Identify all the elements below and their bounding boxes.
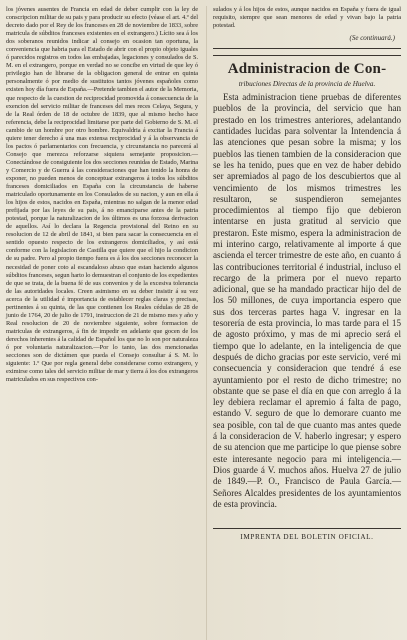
right-column-body: Esta administracion tiene pruebas de diferentes pueblos de la provincia, del servicio que han prestado en los trimestres anteriores, adelantando cantidades lucidas para solventar la Intendencia á las atenciones que pesan sobre la misma; y los pueblos las tienen tambien de la consideracion que se les ha tenido, pues que en vez de haber debido ser apremiados al pago de los descubiertos que al vencimiento de los mismos trimestres les resultaron, se suspendieron semejantes procedimientos al tiempo fijo que debieron intentarse en justa gratitud al servicio que prestaron. Este mismo, espera la administracion de mi interino cargo, relativamente al importe á que ascienda el tercer trimestre de este año, en cuanto á las contribuciones territorial é industrial, incluso el recargo de la primera por el nuevo reparto adicional, que se ha mandado practicar hijo del de los 50 millones, de cuya importancia espero que sus dos terceras partes haga V. ingresar en la tesorería de esta provincia, lo mas tarde para el 15 de agosto próximo, y mas de mi aprecio será el tiempo que lo adelante, en la inteligencia de que después de dicho gracias por este servicio, veré mi consecuencia y consideracion que tendré á ese ayuntamiento por el resto de dicho trimestre; no obstante que se pase el día en que con arreglo á la ley debiera reclamar el apremio á falta de pago, estando V. seguro de que lo demorare cuanto me sea posible, con tal de que cuanto mas antes quede á la consideracion de V. haberlo ingresar; y espero de su atencion que me participe lo que piense sobre este interesante negocio para mi inteligencia.—Dios guarde á V. muchos años. Huelva 27 de julio de 1849.—P. O., Francisco de Paula García.—Señores Alcaldes presidentes de los ayuntamientos de esta provincia. — [213, 92, 401, 509]
section-divider-top — [213, 48, 401, 49]
page-columns — [6, 6, 401, 640]
left-column — [6, 6, 198, 640]
left-column-text: los jóvenes ausentes de Francia en edad de deber cumplir con la ley de conscripcion militar de su pais y para producir su efecto (véase el art. 4.º del decreto dado por el Rey de los franceses en 28 de noviembre de 1833, sobre matricula de súbditos franceses existentes en el extrangero.) Lícito sea á los dos soberanos reunidos indicar al consejo en ocasion tan oportuna, la conveniencia que habria para el Estado de abrir con el propio objeto iguales ó parecidos registros en todos las embajadas, legaciones y consulados de S. M. en el extrangero, porque en verdad no se concibe en virtud de que ley ó privilegio han de librarse de la obligacion general de entrar en quinta personalmente ó por medio de sustitutos tantos jóvenes españoles como existen hoy día fuera de España.—Pretende tambien el autor de la Memoria, que respecto de la cuestion de reciprocidad promovida á consecuencia de la exencion del servicio militar de franceses del mes reces Celaya, Segura, y de la Real órden de 18 de octubre de 1839, que al mismo hecho hace referencia, debe la reciprocidad limitarse por parte del Gobierno de S. M. el cambio de un hombre por otro hombre. Equivaldria á excitar la Francia á quiere tener derecho á una mas extensa reciprocidad y á la observancia de los pactos ó parlamentarios con frecuencia, y circunstancia no parecerá al Consejo que merezca reforzarse siquiera semejante proposicion.—Conectándose de consiguiente los dos secciones reunidas de Estado, Marina y Comercio y de Guerra á las consideraciones que han tenido la honra de exponer, no pueden menos de conceptuar extrangeros á todos los súbditos franceses domiciliados en España con la circunstancia de haberse matriculado oportunamente en los Consulados de su nacion, y aun en ella á los hijos de estos, nacidos en España, mientras no salgan de la menor edad prefijada por las leyes de su pais, á no emanciparse antes de la patria potestad, porque la naturalizacion de los últimos es una forzosa derivacion de aquellos. Así lo declara la Regencia provisional del Reino en su resolucion de 12 de abril de 1841, si bien para sacar la consecuencia en el sentido opuesto respecto de los extrangeros domiciliados, y así está conforme con la legislacion de Castilla que quiere que el hijo la condicion de su padre. Pero al propio tiempo fuera es á los dos secciones reconocer la necesidad de poner coto al escandaloso abuso que estan haciendo algunos súbditos franceses, segun harto lo demuestran el conjunto de los expedientes de que se trata, de la buena fé de sus convenios y de la excesiva tolerancia de las autoridades locales. Creen asimismo en su deber insistir á su vez acerca de la utilidad é importancia de establecer reglas claras y precisas, pertinentes á su quinta, de las que contienen los Reales cédulas de 28 de junio de 1764, 20 de julio de 1791, instruccion de 21 de mismo mes y año y Real resolucion de 20 de noviembre siguiente, sobre formacion de matriculas de extrangeros, á fin de impedir en adelante que gocen de los derechos inherentes á la calidad de Español los que no lo son por naturaleza ó por voluntaria naturalizacion.—Por lo tanto, las dos mencionadas secciones son de dictámen que pueda el Consejo consultar á S. M. lo siguiente: 1.º Que por regla general debe considerarse como extrangero, y eximirse como tales del servicio militar de mar y tierra á los dos extrangeros matriculados en sus respectivos con- — [6, 6, 198, 384]
section-divider-thin — [213, 55, 401, 56]
printer-imprint: IMPRENTA DEL BOLETIN OFICIAL. — [213, 528, 401, 541]
section-subtitle: tribuciones Directas de la provincia de Huelva. — [238, 80, 376, 89]
continuation-note: (Se continuará.) — [349, 34, 395, 43]
right-column — [206, 6, 401, 640]
right-column-top-text: sulados y á los hijos de estos, aunque nacidos en España y fuera de igual requisito, siempre que sean menores de edad y vivan bajo la patria potestad. — [213, 6, 401, 30]
section-title: Administracion de Con- — [227, 61, 387, 78]
